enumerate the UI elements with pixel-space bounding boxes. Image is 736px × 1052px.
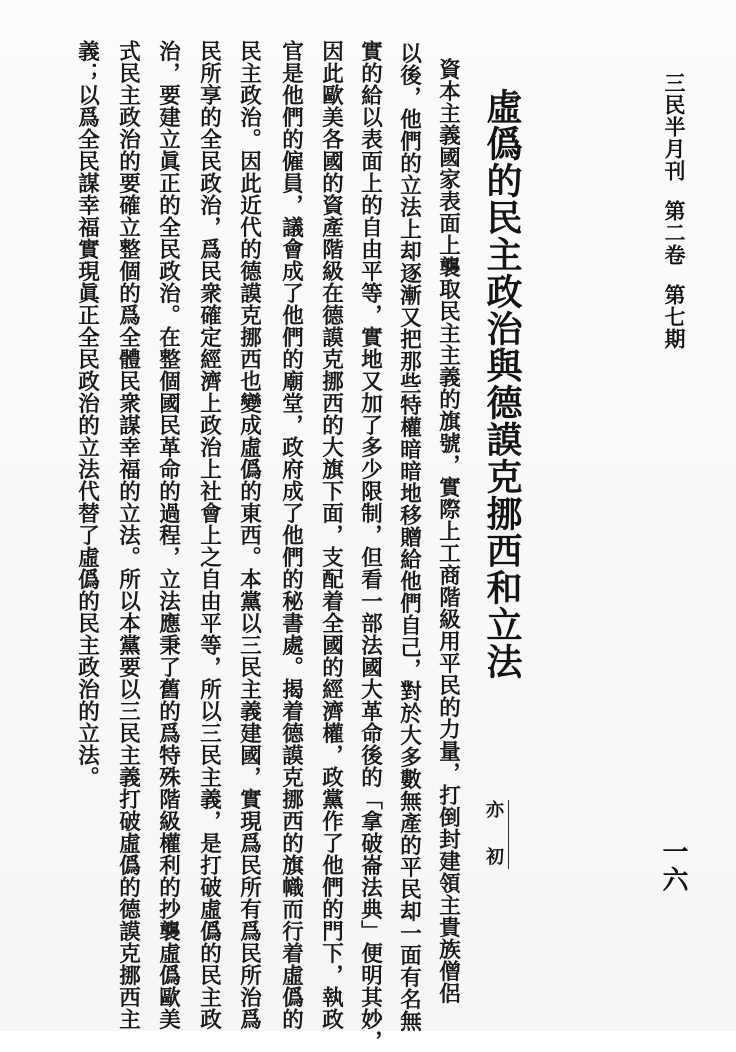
body-line: 實的給以表面上的自由平等，實地又加了多少限制，但看一部法國大革命後的「拿破崙法典」便明其妙， — [357, 40, 383, 1052]
body-line: 民主政治。因此近代的德謨克挪西也變成虛僞的東西。本黨以三民主義建國，實現爲民所有爲民所治爲 — [236, 40, 262, 1030]
page-number: 一六 — [658, 838, 688, 894]
body-line: 以後，他們的立法上却逐漸又把那些特權暗暗地移贈給他們自己，對於大多數無產的平民却一面有名無 — [396, 42, 422, 1032]
article-author: 亦 初 — [484, 800, 509, 869]
body-line: 民所享的全民政治，爲民衆確定經濟上政治上社會上之自由平等，所以三民主義，是打破虛僞的民主政 — [196, 40, 222, 1030]
article-title: 虛僞的民主政治與德謨克挪西和立法 — [481, 88, 523, 680]
body-line: 治，要建立眞正的全民政治。在整個國民革命的過程，立法應秉了舊的爲特殊階級權利的抄襲虛僞歐美 — [155, 40, 181, 1030]
running-header — [664, 72, 685, 350]
volume-number: 第二卷 — [662, 200, 687, 266]
body-line: 式民主政治的要確立整個的爲全體民衆謀幸福的立法。所以本黨要以三民主義打破虛僞的德謨克挪西主 — [115, 40, 141, 1030]
issue-number: 第七期 — [662, 284, 687, 350]
body-line: 因此歐美各國的資產階級在德謨克挪西的大旗下面，支配着全國的經濟權，政黨作了他們的門下，執政 — [318, 40, 344, 1030]
body-line: 義；以爲全民謀幸福實現眞正全民政治的立法代替了虛僞的民主政治的立法。 — [74, 40, 100, 788]
journal-name: 三民半月刊 — [662, 72, 687, 182]
body-line: 官是他們的僱員，議會成了他們的廟堂，政府成了他們的秘書處。揭着德謨克挪西的旗幟而行着虛僞的 — [278, 40, 304, 1030]
body-line: 資本主義國家表面上襲取民主主義的旗號，實際上工商階級用平民的力量，打倒封建領主貴族僧侶 — [435, 58, 461, 1004]
